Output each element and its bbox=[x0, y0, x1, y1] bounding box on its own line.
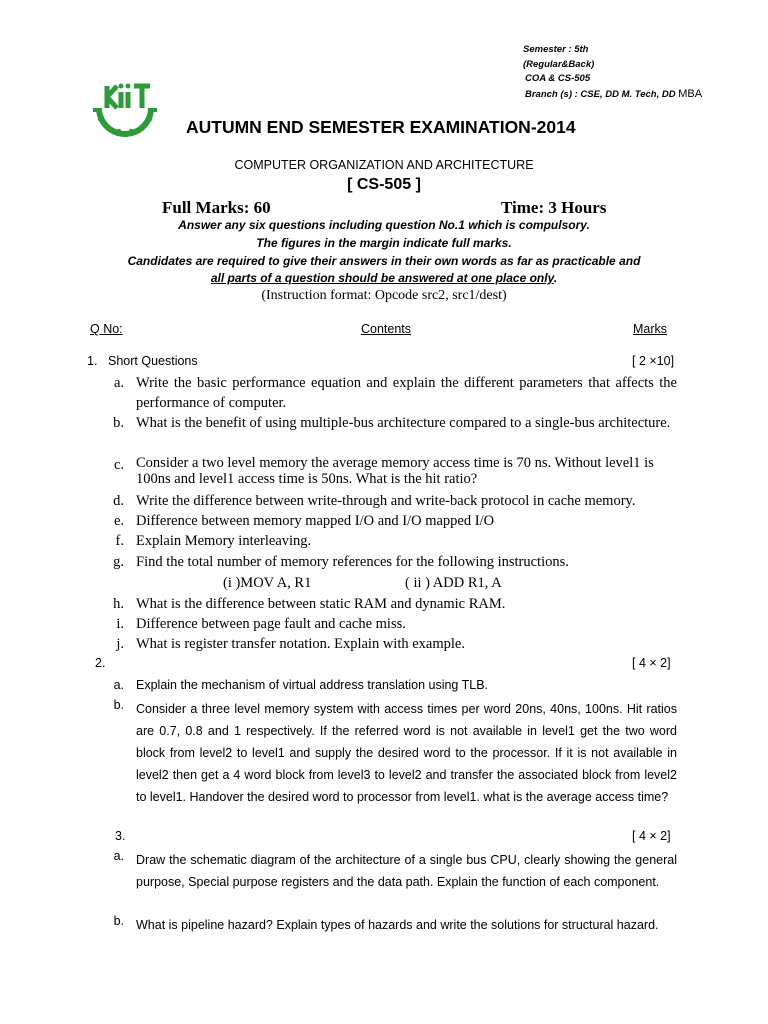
subject-title: COMPUTER ORGANIZATION AND ARCHITECTURE bbox=[234, 158, 534, 172]
q1-item-label: c. bbox=[113, 457, 124, 473]
q3-item-label: a. bbox=[113, 849, 124, 863]
branch-line bbox=[523, 87, 702, 103]
q1-item-text: Write the basic performance equation and explain the different parameters that affects the performance of computer. bbox=[136, 375, 677, 411]
q1-number: 1. bbox=[87, 354, 98, 368]
instruction-line-4 bbox=[0, 271, 768, 285]
q3-marks: [ 4 × 2] bbox=[632, 829, 671, 843]
q1-item-label: g. bbox=[113, 554, 124, 570]
q1-item-text: Write the difference between write-through and write-back protocol in cache memory. bbox=[136, 493, 636, 509]
q1-subitem-2: ( ii ) ADD R1, A bbox=[405, 575, 502, 591]
q1-item-text: Explain Memory interleaving. bbox=[136, 533, 312, 549]
q1-item-label: i. bbox=[116, 616, 124, 632]
q1-item-text: What is the benefit of using multiple-bus architecture compared to a single-bus architecture. bbox=[136, 415, 671, 431]
full-marks: Full Marks: 60 bbox=[162, 198, 271, 217]
q1-item-label: d. bbox=[113, 493, 124, 509]
exam-type-text: (Regular&Back) bbox=[523, 58, 595, 70]
branch-text: Branch (s) : CSE, DD M. Tech, DD bbox=[525, 88, 676, 100]
course-text: COA & CS-505 bbox=[525, 73, 591, 84]
q1-item-text: Find the total number of memory references for the following instructions. bbox=[136, 554, 569, 570]
q3-number: 3. bbox=[115, 829, 126, 843]
column-marks: Marks bbox=[633, 322, 668, 336]
q3-item-text: What is pipeline hazard? Explain types of hazards and write the solutions for structural hazard. bbox=[136, 918, 659, 932]
q2-number: 2. bbox=[95, 656, 106, 670]
q2-item-text: Consider a three level memory system with access times per word 20ns, 40ns, 100ns. Hit ratios are 0.7, 0.8 and 1 respectively. If the referred word is not available in level1 get the two word block from level2 to level1 and supply the desired word to the processor. If it is not available in level2 then get a 4 word block from level3 to level2 and transfer the associated block from level2 to level1. Handover the desired word to processor from level1. what is the average access time? bbox=[136, 702, 677, 804]
q1-item-label: a. bbox=[113, 375, 124, 391]
instruction-line-2: The figures in the margin indicate full marks. bbox=[256, 236, 512, 250]
instruction-line-1: Answer any six questions including question No.1 which is compulsory. bbox=[178, 218, 590, 232]
instruction-line-3: Candidates are required to give their answers in their own words as far as practicable and bbox=[127, 254, 641, 268]
q1-item-text: What is the difference between static RAM and dynamic RAM. bbox=[136, 596, 506, 612]
q1-item-label: e. bbox=[113, 513, 124, 529]
kiit-logo bbox=[90, 78, 160, 138]
q1-subitem-1: (i )MOV A, R1 bbox=[223, 575, 312, 591]
q3-item-label: b. bbox=[113, 914, 124, 928]
header-meta bbox=[523, 43, 702, 102]
q2-item-label: b. bbox=[113, 698, 124, 712]
q1-title: Short Questions bbox=[108, 354, 198, 368]
branch-tail-text: MBA bbox=[678, 87, 703, 100]
q3-item-text: Draw the schematic diagram of the architecture of a single bus CPU, clearly showing the general purpose, Special purpose registers and the data path. Explain the function of each component. bbox=[136, 853, 677, 889]
instruction-line-4-text: all parts of a question should be answered at one place only bbox=[210, 271, 554, 285]
instruction-format: (Instruction format: Opcode src2, src1/dest) bbox=[261, 288, 507, 303]
q1-item-text: Difference between memory mapped I/O and I/O mapped I/O bbox=[136, 513, 495, 529]
q1-item-text: Difference between page fault and cache miss. bbox=[136, 616, 406, 632]
q2-item-text: Explain the mechanism of virtual address translation using TLB. bbox=[136, 678, 489, 692]
q1-item-label: h. bbox=[113, 596, 124, 612]
q1-item-label: j. bbox=[116, 636, 124, 652]
q1-marks: [ 2 ×10] bbox=[632, 354, 675, 368]
q1-item-text: What is register transfer notation. Explain with example. bbox=[136, 636, 465, 652]
time-allowed: Time: 3 Hours bbox=[501, 198, 607, 217]
q1-item-label: f. bbox=[115, 533, 124, 549]
q1-item-text: Consider a two level memory the average memory access time is 70 ns. Without level1 is 100ns and level1 access time is 50ns. What is the hit ratio? bbox=[136, 455, 654, 487]
column-contents: Contents bbox=[361, 322, 412, 336]
q1-item-label: b. bbox=[113, 415, 124, 431]
semester-text: Semester : 5th bbox=[523, 44, 589, 55]
q2-item-label: a. bbox=[113, 678, 124, 692]
course-code: [ CS-505 ] bbox=[347, 176, 421, 193]
exam-title: AUTUMN END SEMESTER EXAMINATION-2014 bbox=[186, 117, 576, 137]
instruction-line-4-end: . bbox=[553, 271, 558, 285]
q2-marks: [ 4 × 2] bbox=[632, 656, 671, 670]
column-qno: Q No: bbox=[90, 322, 123, 336]
